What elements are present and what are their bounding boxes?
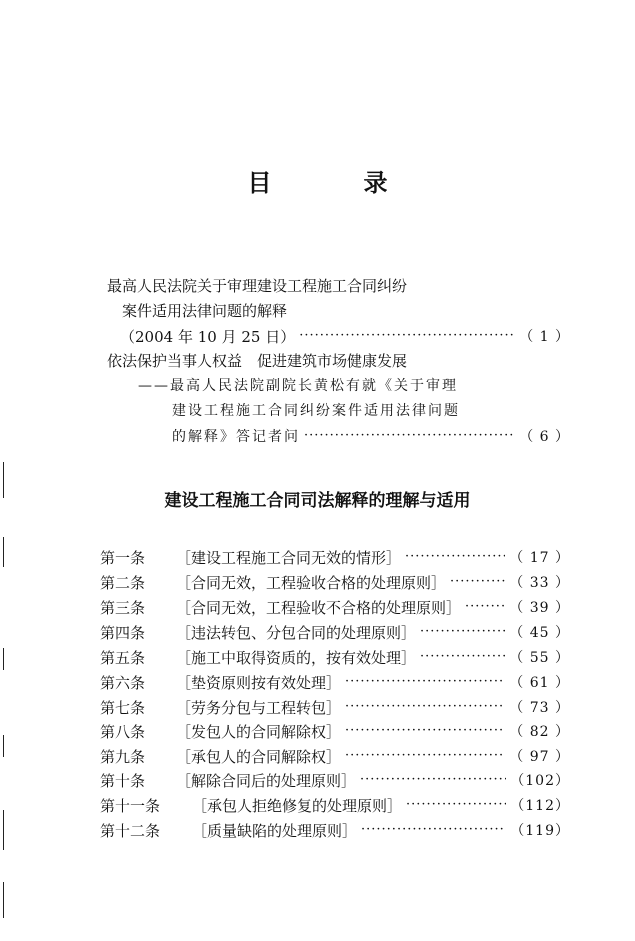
page-number: （ 97 ） (509, 749, 570, 765)
leader-dots (299, 326, 515, 346)
leader-dots (361, 820, 506, 840)
article-title: ［合同无效，工程验收合格的处理原则］ (176, 573, 447, 592)
article-title: ［承包人的合同解除权］ (176, 747, 342, 766)
toc-article-row[interactable] (100, 795, 570, 815)
article-title: ［施工中取得资质的，按有效处理］ (176, 648, 417, 667)
page-number: （ 82 ） (509, 724, 570, 740)
page-number: （ 73 ） (509, 700, 570, 716)
page-title: 目 录 (247, 168, 422, 197)
leader-dots (345, 697, 505, 717)
toc-entry-interpretation-line1: 最高人民法院关于审理建设工程施工合同纠纷 (107, 277, 408, 295)
article-number: 第三条 (100, 598, 146, 617)
article-title: ［承包人拒绝修复的处理原则］ (192, 796, 403, 815)
toc-entry-interpretation-line2: 案件适用法律问题的解释 (122, 302, 288, 320)
section-title: 建设工程施工合同司法解释的理解与适用 (164, 491, 471, 511)
toc-article-row[interactable] (100, 721, 570, 741)
page-number: （ 61 ） (509, 675, 570, 691)
toc-entry-qa-line3: 建设工程施工合同纠纷案件适用法律问题 (172, 403, 460, 419)
toc-article-row[interactable] (100, 672, 570, 692)
toc-article-row[interactable] (100, 746, 570, 766)
toc-article-row[interactable] (100, 820, 570, 840)
article-number: 第十条 (100, 771, 146, 790)
toc-entry-interpretation-date: （2004 年 10 月 25 日） (120, 327, 296, 346)
page-number: （ 1 ） (519, 329, 570, 345)
article-title: ［质量缺陷的处理原则］ (192, 821, 358, 840)
leader-dots (420, 622, 505, 642)
article-number: 第五条 (100, 648, 146, 667)
leader-dots (345, 721, 505, 741)
toc-entry-qa-line2: ——最高人民法院副院长黄松有就《关于审理 (138, 378, 458, 394)
article-number: 第四条 (100, 623, 146, 642)
page-number: （ 39 ） (509, 600, 570, 616)
article-number: 第二条 (100, 573, 146, 592)
page-number: （119） (510, 823, 570, 839)
leader-dots (420, 647, 505, 667)
toc-entry-qa-line4: 的解释》答记者问 (172, 429, 300, 445)
toc-article-row[interactable] (100, 622, 570, 642)
article-number: 第八条 (100, 722, 146, 741)
page-number: （ 55 ） (509, 650, 570, 666)
leader-dots (465, 597, 505, 617)
article-title: ［发包人的合同解除权］ (176, 722, 342, 741)
page-number: （ 6 ） (519, 429, 570, 445)
page-number: （112） (510, 798, 570, 814)
article-title: ［违法转包、分包合同的处理原则］ (176, 623, 417, 642)
page-number: （102） (510, 773, 570, 789)
toc-article-row[interactable] (100, 572, 570, 592)
scan-edge-mark (3, 648, 4, 670)
scan-edge-mark (3, 537, 4, 567)
leader-dots (360, 770, 506, 790)
page-number: （ 33 ） (509, 575, 570, 591)
page-number: （ 17 ） (509, 550, 570, 566)
article-number: 第一条 (100, 548, 146, 567)
article-number: 第六条 (100, 673, 146, 692)
article-number: 第九条 (100, 747, 146, 766)
toc-article-row[interactable] (100, 697, 570, 717)
toc-article-row[interactable] (100, 647, 570, 667)
article-title: ［建设工程施工合同无效的情形］ (176, 548, 402, 567)
scan-edge-mark (3, 882, 4, 918)
article-number: 第十一条 (100, 796, 161, 815)
leader-dots (406, 795, 506, 815)
leader-dots (345, 672, 505, 692)
scan-edge-mark (3, 735, 4, 757)
page-number: （ 45 ） (509, 625, 570, 641)
toc-article-row[interactable] (100, 547, 570, 567)
leader-dots (304, 426, 515, 446)
leader-dots (345, 746, 505, 766)
article-title: ［劳务分包与工程转包］ (176, 698, 342, 717)
toc-article-row[interactable] (100, 770, 570, 790)
article-title: ［垫资原则按有效处理］ (176, 673, 342, 692)
toc-entry-qa-last-row[interactable] (172, 426, 570, 446)
leader-dots (450, 572, 505, 592)
toc-entry-qa-line1: 依法保护当事人权益 促进建筑市场健康发展 (107, 352, 408, 370)
toc-article-row[interactable] (100, 597, 570, 617)
leader-dots (405, 547, 505, 567)
scan-edge-mark (3, 810, 4, 850)
toc-entry-interpretation-date-row[interactable] (120, 326, 570, 346)
article-number: 第十二条 (100, 821, 161, 840)
article-title: ［解除合同后的处理原则］ (176, 771, 357, 790)
article-number: 第七条 (100, 698, 146, 717)
article-title: ［合同无效，工程验收不合格的处理原则］ (176, 598, 462, 617)
